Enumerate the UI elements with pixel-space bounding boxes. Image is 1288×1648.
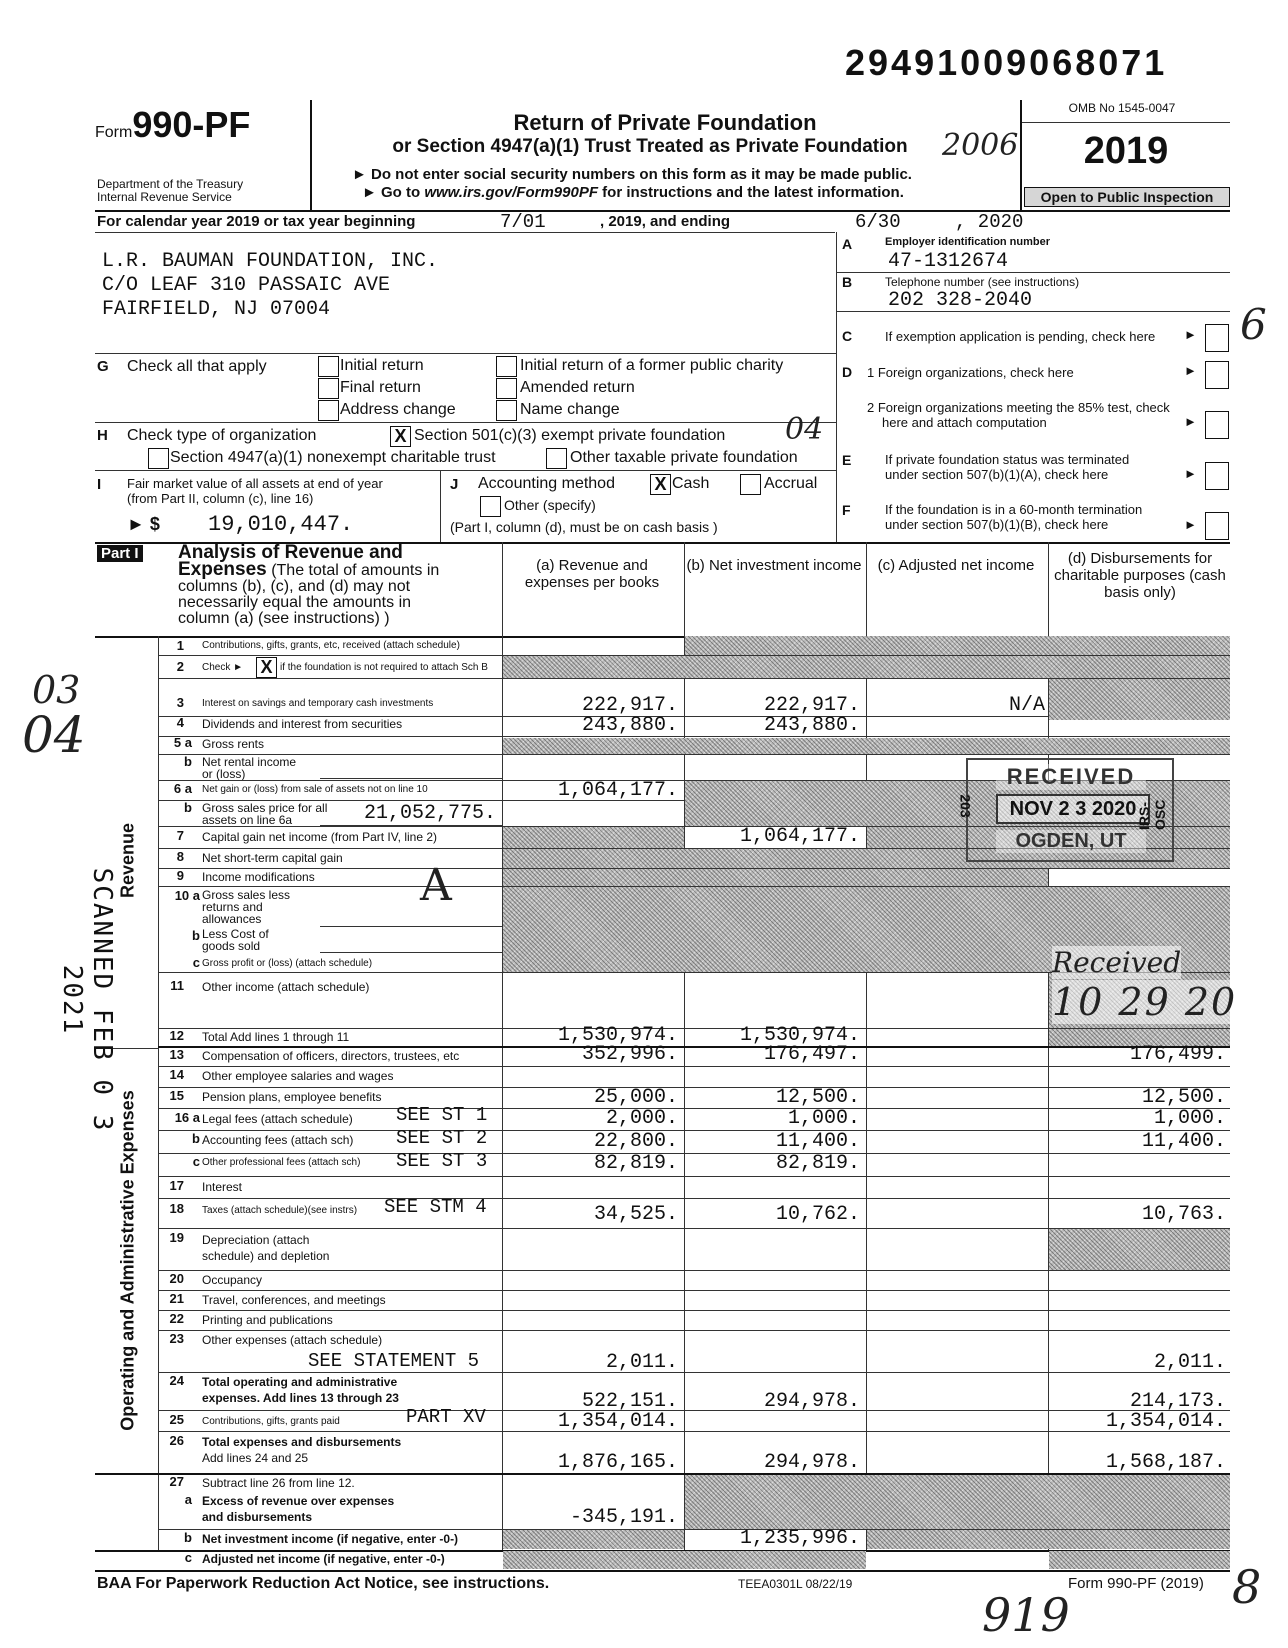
line15-label: Pension plans, employee benefits [202,1090,382,1104]
expenses-side-label: Operating and Administrative Expenses [117,1090,138,1431]
line21-label: Travel, conferences, and meetings [202,1293,386,1307]
h-501c3-checkbox[interactable]: X [390,426,411,447]
phone-value[interactable]: 202 328-2040 [888,289,1033,312]
notice-ssn: ► Do not enter social security numbers on this form as it may be made public. [352,166,912,183]
line6a-num: 6 a [173,781,192,796]
line16c-num: c [192,1154,200,1169]
shade-l9 [503,868,1048,886]
right-column-divider [836,232,837,542]
line2-checkbox[interactable]: X [256,657,277,678]
line8-label: Net short-term capital gain [202,851,343,865]
line27b-col-b[interactable]: 1,235,996. [739,1527,860,1550]
part1-desc: Expenses (The total of amounts in columns (b), (c), and (d) may not necessarily equal the amounts in column (a) (see instructions) ) [178,559,440,627]
amended-return-label: Amended return [520,379,635,396]
shade-l1 [685,636,1230,655]
org-address1: C/O LEAF 310 PASSAIC AVE [102,274,391,297]
line24-label: Total operating and administrative expenses. Add lines 13 through 23 [202,1375,399,1405]
dept-line2: Internal Revenue Service [97,190,232,204]
line17-num: 17 [169,1178,184,1193]
document-locator-number: 29491009068071 [845,42,1168,83]
line27c-label: Adjusted net income (if negative, enter -0-) [202,1552,445,1566]
line13-col-d[interactable]: 176,499. [1129,1043,1226,1066]
line16a-label: Legal fees (attach schedule) [202,1112,353,1126]
part1-badge: Part I [97,545,143,562]
line27b-label: Net investment income (if negative, enter -0-) [202,1532,459,1546]
line23-num: 23 [169,1331,184,1346]
line7-num: 7 [176,828,184,843]
d-letter: D [842,364,853,380]
accrual-checkbox[interactable] [740,474,761,495]
b-rule [836,311,1230,312]
final-return-label: Final return [340,379,421,396]
h-label: Check type of organization [127,427,317,444]
scanned-stamp: SCANNED FEB 0 3 2021 [57,867,117,1133]
final-return-checkbox[interactable] [318,378,339,399]
irs-url[interactable]: www.irs.gov/Form990PF [424,184,599,201]
name-change-label: Name change [520,401,620,418]
line16a-num: 16 a [174,1110,200,1125]
line3-label: Interest on savings and temporary cash investments [202,698,434,709]
period-rule [95,232,835,233]
line3-num: 3 [176,695,184,710]
period-begin[interactable]: 7/01 [500,211,546,233]
line27-label: Subtract line 26 from line 12. [202,1476,355,1490]
period-mid: , 2019, and ending [600,213,731,230]
line26-label: Total expenses and disbursements Add lines 24 and 25 [202,1435,402,1465]
line26-col-b[interactable]: 294,978. [763,1451,860,1474]
line10b-label: Less Cost of goods sold [202,927,269,953]
tax-year: 2019 [1083,130,1169,172]
line16b-col-a[interactable]: 22,800. [593,1130,678,1153]
line8-num: 8 [176,849,184,864]
line27a-num: a [184,1492,192,1507]
line13-col-b[interactable]: 176,497. [763,1043,860,1066]
e-checkbox[interactable] [1205,462,1229,490]
c-label: If exemption application is pending, check here [885,329,1156,344]
line22-label: Printing and publications [202,1313,333,1327]
line2-num: 2 [176,659,184,674]
line11-label: Other income (attach schedule) [202,980,370,994]
row-rule [158,1270,1230,1271]
line12-col-a[interactable]: 1,530,974. [557,1024,678,1047]
line14-label: Other employee salaries and wages [202,1069,394,1083]
a-rule [836,272,1230,273]
department [97,178,243,204]
line21-num: 21 [169,1291,184,1306]
received-handwritten-date: 10 29 20 [1052,980,1238,1024]
row-rule [158,1066,1230,1067]
handwritten-a: A [420,860,452,911]
line6b-value[interactable]: 21,052,775. [363,802,496,825]
line3-col-c[interactable]: N/A [1008,694,1045,717]
c-letter: C [842,328,853,344]
row-rule [158,868,1230,869]
shade-l3-4-d [1049,678,1230,720]
shade-l27b-a [503,1529,684,1549]
line3-col-b[interactable]: 222,917. [763,694,860,717]
line10b-num: b [192,928,200,943]
line5b-rule [320,778,502,779]
line14-num: 14 [169,1067,184,1082]
line16a-col-b[interactable]: 1,000. [787,1107,860,1130]
line23-col-a[interactable]: 2,011. [605,1351,678,1374]
e-letter: E [842,452,852,468]
line16b-see[interactable]: SEE ST 2 [396,1127,488,1149]
received-handwritten: Received [1052,946,1182,979]
fmv-value[interactable]: 19,010,447. [208,512,354,537]
line9-label: Income modifications [202,870,315,884]
line26-col-d[interactable]: 1,568,187. [1105,1451,1226,1474]
line16b-label: Accounting fees (attach sch) [202,1133,354,1147]
line9-num: 9 [176,868,184,883]
line27a-col-a[interactable]: -345,191. [569,1506,678,1529]
form-prefix: Form [95,124,133,141]
j-note: (Part I, column (d), must be on cash basis ) [450,519,718,535]
row-rule [158,1330,1230,1331]
ij-divider [440,470,441,542]
line4-col-b[interactable]: 243,880. [763,714,860,737]
margin-04: 04 [22,706,86,764]
line2-label2: if the foundation is not required to attach Sch B [280,662,488,673]
handwritten-04-h: 04 [785,412,824,447]
i-letter: I [97,476,102,493]
h-opt2-label: Section 4947(a)(1) nonexempt charitable trust [170,449,496,466]
line7-label: Capital gain net income (from Part IV, line 2) [202,830,438,844]
cash-label: Cash [672,475,710,492]
d1-arrow-icon: ► [1184,363,1197,378]
h-opt3-label: Other taxable private foundation [570,449,798,466]
amended-return-checkbox[interactable] [496,378,517,399]
line13-num: 13 [169,1047,184,1062]
line24-num: 24 [169,1373,184,1388]
line25-num: 25 [169,1412,184,1427]
row-rule [158,1372,1230,1373]
shade-l27c-ab [503,1551,866,1569]
line16c-label: Other professional fees (attach sch) [202,1157,361,1168]
line24-col-d[interactable]: 214,173. [1129,1390,1226,1413]
line5a-num: 5 a [173,735,192,750]
omb-rule [1022,122,1230,123]
initial-return-checkbox[interactable] [318,356,339,377]
row-rule [158,1228,1230,1229]
j-label: Accounting method [478,475,615,492]
line19-label: Depreciation (attach schedule) and depletion [202,1233,330,1263]
j-letter: J [450,476,459,493]
notice-instructions: ► Go to www.irs.gov/Form990PF for instructions and the latest information. [362,184,904,201]
omb-number: OMB No 1545-0047 [1068,101,1176,115]
shade-l7-a [503,826,684,848]
line27b-num: b [184,1530,192,1545]
shade-l27c-d [1049,1551,1230,1569]
line10a-num: 10 a [174,888,200,903]
form-number: 990-PF [132,104,251,145]
row-rule [158,1176,1230,1177]
c-checkbox[interactable] [1205,324,1229,352]
line6a-label: Net gain or (loss) from sale of assets not on line 10 [202,784,428,795]
line12-label: Total Add lines 1 through 11 [202,1030,350,1044]
line10a-rule [320,926,502,927]
name-change-checkbox[interactable] [496,400,517,421]
line15-num: 15 [169,1088,184,1103]
line4-label: Dividends and interest from securities [202,717,403,731]
footer-baa: BAA For Paperwork Reduction Act Notice, see instructions. [97,1575,550,1592]
h-4947-checkbox[interactable] [148,448,169,469]
other-method-checkbox[interactable] [480,496,501,517]
footer-form: Form 990-PF (2019) [1068,1575,1204,1592]
org-block [102,250,438,322]
line27-num: 27 [169,1474,184,1489]
line17-label: Interest [202,1180,243,1194]
line3-col-a[interactable]: 222,917. [581,694,678,717]
part1-title1: Analysis of Revenue and [178,542,403,563]
f-letter: F [842,502,851,518]
line6a-col-a[interactable]: 1,064,177. [557,779,678,802]
form-id [95,104,250,146]
line16c-col-a[interactable]: 82,819. [593,1152,678,1175]
line18-see[interactable]: SEE STM 4 [384,1196,487,1218]
d2-checkbox[interactable] [1205,411,1229,439]
i-dollar: ► $ [127,514,160,534]
line24-col-a[interactable]: 522,151. [581,1390,678,1413]
line10b-rule [320,952,502,953]
line10c-label: Gross profit or (loss) (attach schedule) [202,958,373,969]
row-rule [158,886,1230,887]
open-inspection-badge: Open to Public Inspection [1024,187,1230,207]
phone-label: Telephone number (see instructions) [885,275,1080,289]
line25-label: Contributions, gifts, grants paid [202,1416,340,1427]
initial-former-label: Initial return of a former public charity [520,357,784,374]
line7-col-b[interactable]: 1,064,177. [739,825,860,848]
cash-checkbox[interactable]: X [650,474,671,495]
form-subtitle: or Section 4947(a)(1) Trust Treated as Private Foundation [392,136,908,157]
line27a-label: Excess of revenue over expenses and disbursements [202,1494,395,1524]
initial-former-checkbox[interactable] [496,356,517,377]
line16a-col-a[interactable]: 2,000. [605,1107,678,1130]
bottom-919: 919 [982,1588,1070,1642]
initial-return-label: Initial return [340,357,424,374]
line24-col-b[interactable]: 294,978. [763,1390,860,1413]
line18-col-a[interactable]: 34,525. [593,1203,678,1226]
address-change-label: Address change [340,401,456,418]
row-rule [158,1310,1230,1311]
h-letter: H [97,427,108,444]
line15-col-a[interactable]: 25,000. [593,1086,678,1109]
row-rule [158,655,1230,656]
line12-col-b[interactable]: 1,530,974. [739,1024,860,1047]
line16c-col-b[interactable]: 82,819. [775,1152,860,1175]
line4-num: 4 [176,715,184,730]
org-address2: FAIRFIELD, NJ 07004 [102,298,331,321]
ein-label: Employer identification number [885,236,1051,248]
line27c-num: c [184,1550,192,1565]
line16b-col-d[interactable]: 11,400. [1141,1130,1226,1153]
line12-num: 12 [169,1028,184,1043]
handwritten-code: 2006 [942,128,1019,163]
revenue-side-label: Revenue [117,822,138,899]
line6b-label: Gross sales price for all assets on line 6a [202,801,328,827]
line15-col-b[interactable]: 12,500. [775,1086,860,1109]
row-rule [158,1290,1230,1291]
d2-label: 2 Foreign organizations meeting the 85% test, check here and attach computation [867,400,1170,430]
g-rule [95,422,836,423]
form-title: Return of Private Foundation [513,110,817,135]
line11-num: 11 [170,978,184,993]
row-rule [158,754,1230,755]
d2-arrow-icon: ► [1184,414,1197,429]
col-d-header: (d) Disbursements for charitable purposes (cash basis only) [1054,550,1226,601]
ein-value[interactable]: 47-1312674 [888,250,1009,273]
col-c-header: (c) Adjusted net income [877,557,1035,574]
period-end-year: , 2020 [955,211,1024,233]
h-opt1-label: Section 501(c)(3) exempt private foundation [414,427,726,444]
line18-col-b[interactable]: 10,762. [775,1203,860,1226]
g-label: Check all that apply [127,358,267,375]
col-a-header: (a) Revenue and expenses per books [524,557,660,591]
line23-label: Other expenses (attach schedule) [202,1333,383,1347]
line4-col-a[interactable]: 243,880. [581,714,678,737]
line1-num: 1 [176,638,184,653]
b-letter: B [842,274,853,290]
f-arrow-icon: ► [1184,517,1197,532]
line18-label: Taxes (attach schedule)(see instrs) [202,1205,358,1216]
period-label: For calendar year 2019 or tax year beginning [97,213,416,230]
footer-rule [95,1570,1230,1572]
f-label: If the foundation is in a 60-month termination under section 507(b)(1)(B), check here [885,502,1143,532]
row-rule [158,1198,1230,1199]
line16b-col-b[interactable]: 11,400. [775,1130,860,1153]
line15-col-d[interactable]: 12,500. [1141,1086,1226,1109]
line18-col-d[interactable]: 10,763. [1141,1203,1226,1226]
line22-num: 22 [169,1311,184,1326]
line20-num: 20 [169,1271,184,1286]
shade-l19-d [1049,1229,1230,1271]
period-end[interactable]: 6/30 [855,211,901,233]
line1-label: Contributions, gifts, grants, etc, received (attach schedule) [202,640,460,651]
margin-03: 03 [32,668,81,712]
shade-l2 [503,656,1230,678]
line5b-label: Net rental income or (loss) [202,755,297,781]
h-rule [95,470,836,471]
other-method-label: Other (specify) [504,497,596,513]
line16a-see[interactable]: SEE ST 1 [396,1104,488,1126]
bottom-8: 8 [1232,1560,1262,1614]
line23-col-d[interactable]: 2,011. [1153,1351,1226,1374]
c-handwritten-6: 6 [1240,300,1267,349]
shade-l5b [503,738,1230,754]
line20-label: Occupancy [202,1273,263,1287]
line5b-num: b [184,754,192,769]
f-checkbox[interactable] [1205,512,1229,540]
line26-num: 26 [169,1433,184,1448]
line13-label: Compensation of officers, directors, trustees, etc [202,1049,460,1063]
line19-num: 19 [169,1230,184,1245]
line26-col-a[interactable]: 1,876,165. [557,1451,678,1474]
line16a-col-d[interactable]: 1,000. [1153,1107,1226,1130]
org-name: L.R. BAUMAN FOUNDATION, INC. [102,250,439,273]
footer-code: TEEA0301L 08/22/19 [738,1577,853,1591]
line10a-label: Gross sales less returns and allowances [202,888,291,926]
shade-l27a [685,1473,1230,1529]
line16c-see[interactable]: SEE ST 3 [396,1150,488,1172]
org-bottom-rule [95,353,836,354]
line13-col-a[interactable]: 352,996. [581,1043,678,1066]
e-label: If private foundation status was terminated under section 507(b)(1)(A), check here [885,452,1130,482]
line10c-num: c [192,955,200,970]
address-change-checkbox[interactable] [318,400,339,421]
a-letter: A [842,236,853,252]
d1-checkbox[interactable] [1205,361,1229,389]
line5a-label: Gross rents [202,737,265,751]
row-rule [95,1473,1230,1475]
row-rule [158,736,1230,737]
line25-col-a[interactable]: 1,354,014. [557,1410,678,1433]
line16b-num: b [192,1131,200,1146]
col-b-header: (b) Net investment income [686,557,862,574]
accrual-label: Accrual [764,475,818,492]
line6b-num: b [184,800,192,815]
dept-line1: Department of the Treasury [97,177,244,191]
row-rule [158,1431,1230,1432]
line23-see[interactable]: SEE STATEMENT 5 [308,1350,480,1372]
received-stamp: RECEIVED NOV 2 3 2020 OGDEN, UT 203 IRS-OSC [966,758,1174,862]
e-arrow-icon: ► [1184,466,1197,481]
line25-col-d[interactable]: 1,354,014. [1105,1410,1226,1433]
g-letter: G [97,358,109,375]
d1-label: 1 Foreign organizations, check here [867,365,1074,380]
shade-l27b-cd [867,1529,1230,1549]
line25-see[interactable]: PART XV [406,1406,486,1428]
line2-label: Check ► [202,662,244,673]
line18-num: 18 [169,1201,184,1216]
h-other-checkbox[interactable] [546,448,567,469]
header-bottom-rule [95,210,1230,212]
i-label: Fair market value of all assets at end of year (from Part II, column (c), line 16) [127,476,383,506]
c-arrow-icon: ► [1184,327,1197,342]
row-rule [158,678,1230,679]
